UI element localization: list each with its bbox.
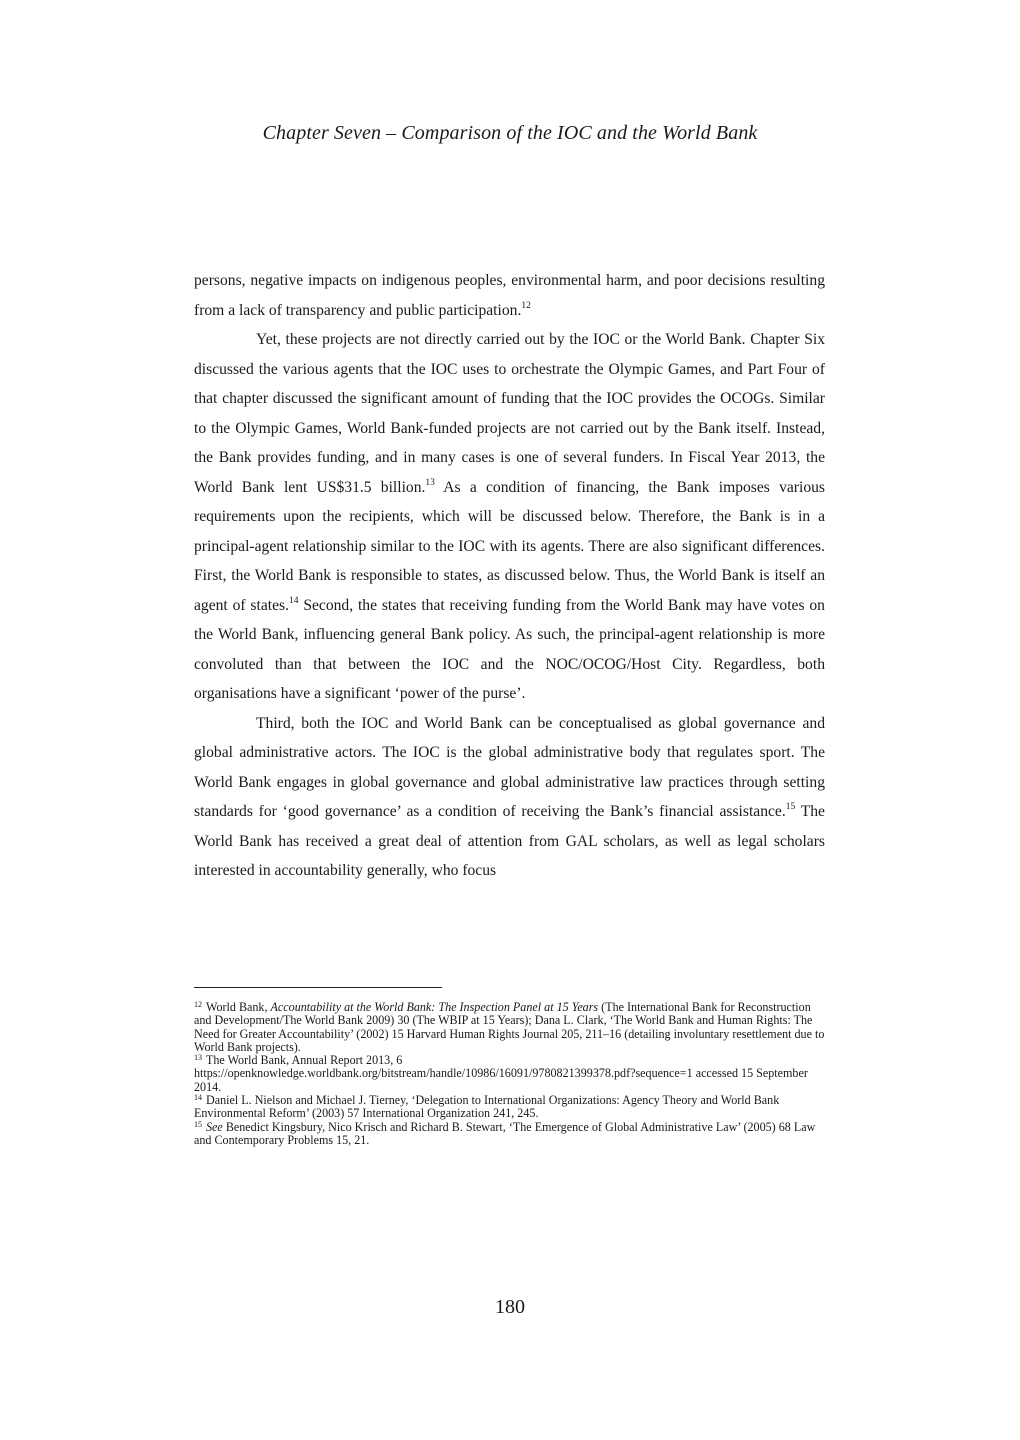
page-number: 180 bbox=[495, 1296, 525, 1318]
footnote-ref-13[interactable]: 13 bbox=[425, 477, 435, 488]
running-header-title: Chapter Seven – Comparison of the IOC and the World Bank bbox=[262, 122, 758, 144]
footnote-number: 13 bbox=[194, 1053, 202, 1063]
paragraph-text: As a condition of financing, the Bank imposes various requirements upon the recipients, which will be discussed below. Therefore, the Bank is in a principal-agent relationship similar to the IOC with its agents. There are also significant differences. First, the World Bank is responsible to states, as discussed below. Thus, the World Bank is itself an agent of states. bbox=[194, 478, 825, 614]
footnote-14 bbox=[194, 1094, 825, 1121]
footnote-15 bbox=[194, 1121, 825, 1148]
footnote-text: (The International Bank for Reconstruction and Development/The World Bank 2009) 30 (The WBIP at 15 Years); Dana L. Clark, ‘The World Bank and Human Rights: The Need for Greater Accountability’ (2002) 15 Harvard Human Rights Journal 205, 211–16 (detailing involuntary resettlement due to World Bank projects). bbox=[194, 1000, 825, 1054]
footnote-number: 12 bbox=[194, 1000, 202, 1009]
footnote-12 bbox=[194, 1001, 825, 1054]
footnote-text: Benedict Kingsbury, Nico Krisch and Richard B. Stewart, ‘The Emergence of Global Administrative Law’ (2005) 68 Law and Contemporary Problems 15, 21. bbox=[194, 1119, 816, 1147]
footnote-text: Daniel L. Nielson and Michael J. Tierney, ‘Delegation to International Organizations: Agency Theory and World Bank Environmental Reform’ (2003) 57 International Organization 241, 245. bbox=[194, 1093, 780, 1121]
paragraph-text: Yet, these projects are not directly carried out by the IOC or the World Bank. Chapter Six discussed the various agents that the IOC uses to orchestrate the Olympic Games, and Part Four of that chapter discussed the significant amount of funding that the IOC provides the OCOGs. Similar to the Olympic Games, World Bank-funded projects are not carried out by the Bank itself. Instead, the Bank provides funding, and in many cases is one of several funders. In Fiscal Year 2013, the World Bank lent US$31.5 billion. bbox=[194, 331, 825, 496]
paragraph-text: Third, both the IOC and World Bank can be conceptualised as global governance and global administrative actors. The IOC is the global administrative body that regulates sport. The World Bank engages in global governance and global administrative law practices through setting standards for ‘good governance’ as a condition of receiving the Bank’s financial assistance. bbox=[194, 714, 825, 820]
footnote-number: 14 bbox=[194, 1093, 202, 1103]
footnote-separator bbox=[194, 987, 442, 988]
footnote-number: 15 bbox=[194, 1119, 202, 1129]
footnote-ref-12[interactable]: 12 bbox=[521, 300, 531, 311]
footnote-link[interactable]: https://openknowledge.worldbank.org/bitstream/handle/10986/16091/9780821399378.pdf?sequence=1 bbox=[194, 1066, 693, 1081]
footnote-italic-title: Accountability at the World Bank: The Inspection Panel at 15 Years bbox=[270, 1000, 599, 1014]
footnote-13 bbox=[194, 1054, 825, 1094]
footnote-ref-15[interactable]: 15 bbox=[785, 802, 796, 812]
footnotes bbox=[194, 1001, 825, 1147]
footnote-text: The World Bank, Annual Report 2013, 6 bbox=[206, 1053, 403, 1068]
paragraph-1 bbox=[194, 266, 825, 325]
footnote-signal: See bbox=[206, 1119, 223, 1134]
footnote-text: World Bank, bbox=[206, 1000, 271, 1014]
paragraph-3 bbox=[194, 709, 825, 886]
paragraph-text: Second, the states that receiving funding from the World Bank may have votes on the World Bank, influencing general Bank policy. As such, the principal-agent relationship is more convoluted than that between the IOC and the NOC/OCOG/Host City. Regardless, both organisations have a significant ‘power of the purse’. bbox=[194, 596, 825, 702]
paragraph-2 bbox=[194, 325, 825, 709]
paragraph-text: The World Bank has received a great deal of attention from GAL scholars, as well as legal scholars interested in accountability generally, who focus bbox=[194, 803, 825, 879]
body-text bbox=[194, 266, 825, 886]
footnote-ref-14[interactable]: 14 bbox=[288, 595, 299, 606]
footnote-text: accessed 15 September 2014. bbox=[194, 1066, 808, 1094]
paragraph-text: persons, negative impacts on indigenous peoples, environmental harm, and poor decisions resulting from a lack of transparency and public participation. bbox=[194, 272, 825, 319]
